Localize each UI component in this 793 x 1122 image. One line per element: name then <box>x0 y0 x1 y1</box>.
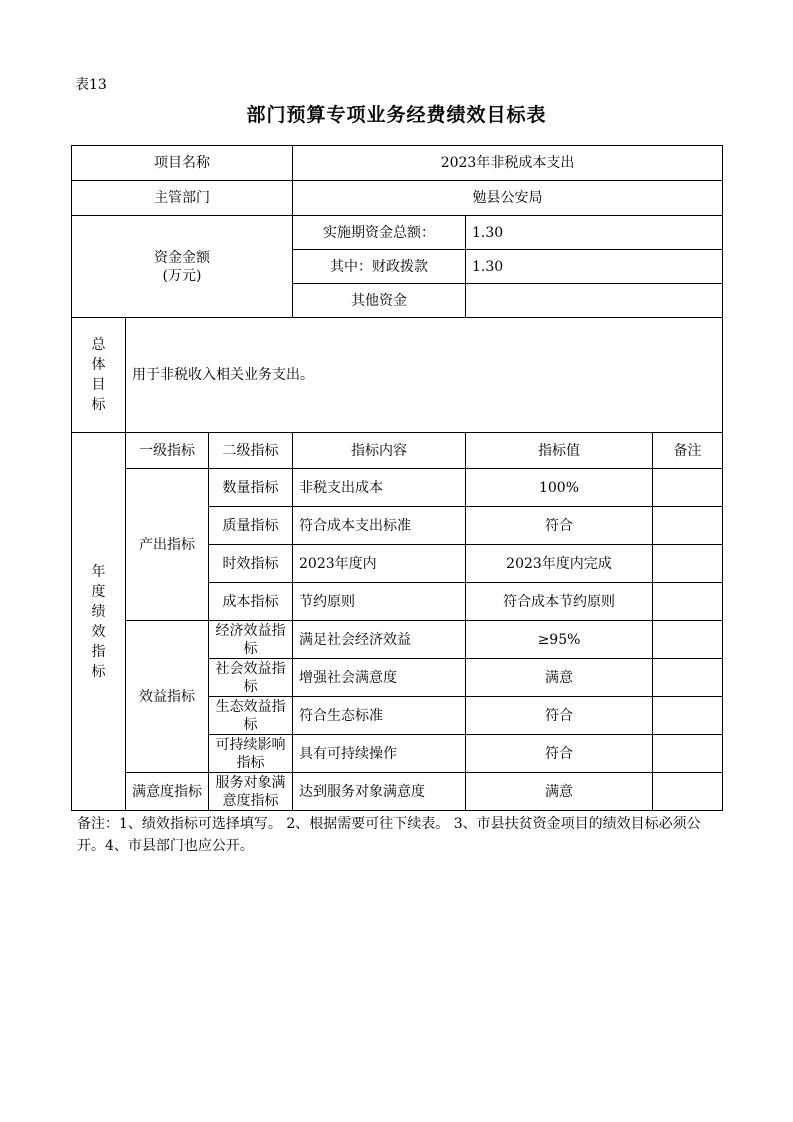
row-value: 2023年度内完成 <box>466 545 653 583</box>
col-header-level1: 一级指标 <box>126 433 209 469</box>
row-value: 符合 <box>466 735 653 773</box>
overall-goal-label <box>72 318 126 433</box>
row-l2: 服务对象满意度指标 <box>209 773 293 811</box>
dept-label: 主管部门 <box>72 181 293 216</box>
yearly-indicators-label-text: 年度绩效指标 <box>91 563 106 680</box>
funds-fiscal-value: 1.30 <box>466 250 723 284</box>
performance-table <box>71 145 723 811</box>
row-note <box>653 659 723 697</box>
row-value: ≥95% <box>466 621 653 659</box>
funds-other-label: 其他资金 <box>293 284 466 318</box>
dept-value: 勉县公安局 <box>293 181 723 216</box>
group-output-label: 产出指标 <box>126 469 209 621</box>
row-value: 100% <box>466 469 653 507</box>
yearly-indicators-label <box>72 433 126 811</box>
col-header-content: 指标内容 <box>293 433 466 469</box>
row-content: 具有可持续操作 <box>293 735 466 773</box>
col-header-level2: 二级指标 <box>209 433 293 469</box>
group-satisfaction-label: 满意度指标 <box>126 773 209 811</box>
group-benefit-label: 效益指标 <box>126 621 209 773</box>
row-note <box>653 621 723 659</box>
row-note <box>653 469 723 507</box>
row-content: 符合生态标准 <box>293 697 466 735</box>
row-l2: 数量指标 <box>209 469 293 507</box>
row-l2: 社会效益指标 <box>209 659 293 697</box>
row-content: 非税支出成本 <box>293 469 466 507</box>
row-content: 节约原则 <box>293 583 466 621</box>
project-name-label: 项目名称 <box>72 146 293 181</box>
funds-total-value: 1.30 <box>466 216 723 250</box>
row-note <box>653 735 723 773</box>
overall-goal-label-text: 总体目标 <box>91 337 106 413</box>
row-note <box>653 507 723 545</box>
row-value: 符合 <box>466 697 653 735</box>
row-value: 满意 <box>466 773 653 811</box>
funds-fiscal-label: 其中：财政拨款 <box>293 250 466 284</box>
row-l2: 质量指标 <box>209 507 293 545</box>
col-header-note: 备注 <box>653 433 723 469</box>
row-content: 符合成本支出标准 <box>293 507 466 545</box>
row-content: 满足社会经济效益 <box>293 621 466 659</box>
row-value: 符合 <box>466 507 653 545</box>
row-note <box>653 697 723 735</box>
funds-other-value <box>466 284 723 318</box>
row-content: 增强社会满意度 <box>293 659 466 697</box>
row-value: 符合成本节约原则 <box>466 583 653 621</box>
row-l2: 时效指标 <box>209 545 293 583</box>
funds-total-label: 实施期资金总额： <box>293 216 466 250</box>
row-content: 达到服务对象满意度 <box>293 773 466 811</box>
row-note <box>653 773 723 811</box>
funds-label <box>72 216 293 318</box>
row-l2: 可持续影响指标 <box>209 735 293 773</box>
row-note <box>653 583 723 621</box>
row-l2: 经济效益指标 <box>209 621 293 659</box>
row-l2: 成本指标 <box>209 583 293 621</box>
row-content: 2023年度内 <box>293 545 466 583</box>
overall-goal-text: 用于非税收入相关业务支出。 <box>126 318 723 433</box>
funds-label-line1: 资金金额 <box>154 249 210 266</box>
project-name-value: 2023年非税成本支出 <box>293 146 723 181</box>
row-note <box>653 545 723 583</box>
row-value: 满意 <box>466 659 653 697</box>
table-number: 表13 <box>75 77 107 93</box>
document-title: 部门预算专项业务经费绩效目标表 <box>246 104 547 126</box>
col-header-value: 指标值 <box>466 433 653 469</box>
footnote: 备注：1、绩效指标可选择填写。 2、根据需要可往下续表。 3、市县扶贫资金项目的绩效目标必须公开。4、市县部门也应公开。 <box>77 816 701 854</box>
row-l2: 生态效益指标 <box>209 697 293 735</box>
funds-label-line2: (万元) <box>162 267 202 284</box>
